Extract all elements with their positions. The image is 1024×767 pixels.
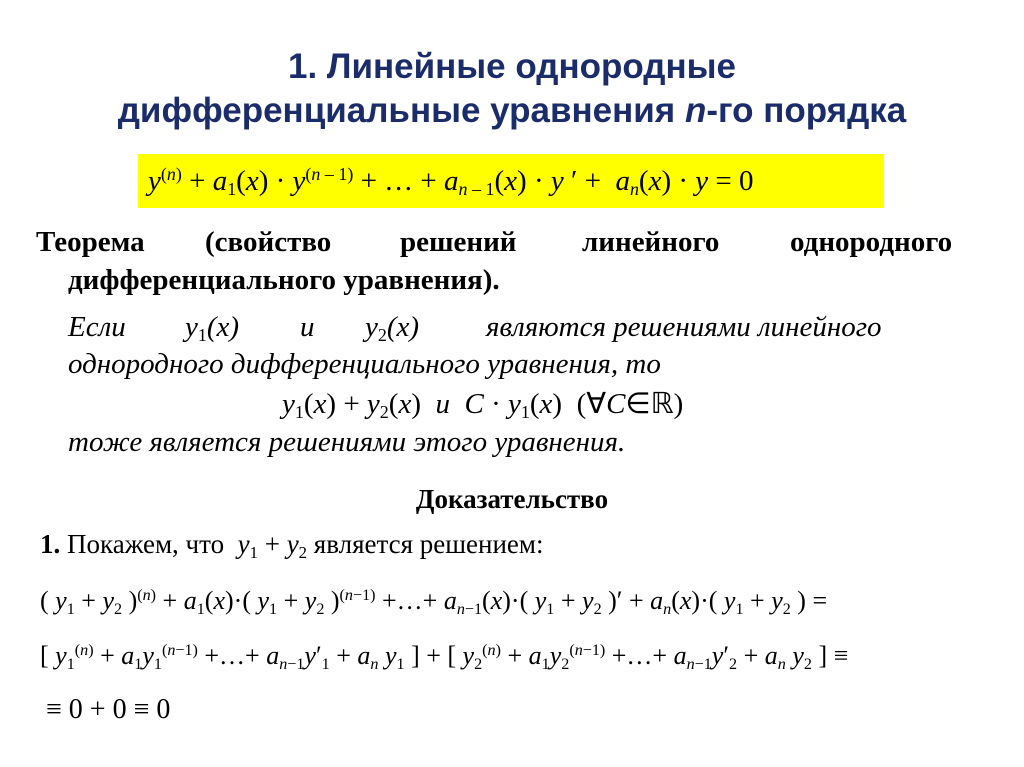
- step-text-2: является решением:: [313, 529, 544, 559]
- formula-y1: $y_1(x)$: [185, 311, 240, 346]
- theorem-word-5: однородного: [790, 226, 953, 258]
- proof-equation-line-3: ≡ 0 + 0 ≡ 0: [46, 694, 171, 725]
- proof-equation-line-1: ( $y_1 + y_2$ )$^{(n)} + a_1(x)\cdot$( $y_1 + y_2$ )$^{(n-1)}$ +…+ $a_{n-1}(x)\cdot$( $y_1 + y_2$ )′ + $a_n(x)\cdot$( $y_1 + y_2$ ) =: [40, 586, 828, 618]
- theorem-word-3: решений: [400, 226, 517, 258]
- title-variable: n: [684, 91, 707, 130]
- combo-and-word: и: [435, 388, 450, 420]
- step-text: Покажем, что: [67, 529, 225, 559]
- if-line-1-rest: являются решениями линейного: [486, 311, 882, 343]
- highlighted-equation: $y^{(n)} + a_1(x) \cdot y^{(n - 1)}$ + … + $a_{n - 1}(x) \cdot y$ ′ + $a_n(x) \cdot y = 0$: [138, 154, 884, 208]
- theorem-word-1: Теорема: [36, 226, 145, 258]
- step-number: 1.: [40, 529, 61, 559]
- proof-heading: Доказательство: [415, 484, 609, 514]
- proof-step-1: 1. Покажем, что $y_1 + y_2$ является решением:: [40, 529, 544, 563]
- if-word: Если: [68, 311, 126, 343]
- theorem-line-2: дифференциального уравнения).: [68, 264, 500, 296]
- formula-combination: $y_1(x) + y_2(x)$ и $C \cdot y_1(x)$ (∀C∈ℝ): [282, 388, 684, 423]
- title-text: дифференциальные уравнения: [117, 91, 685, 130]
- if-line-2: однородного дифференциального уравнения, то: [68, 348, 661, 380]
- theorem-word-2: (свойство: [205, 226, 332, 258]
- proof-equation-line-2: [ $y_1^{(n)} + a_1y_1^{(n-1)}$ +…+ $a_{n-1}y'_1 + a_n$ $y_1$ ] + [ $y_2^{(n)} + a_1y_2^{(n-1)}$ +…+ $a_{n-1}y'_2 + a_n$ $y_2$ ] ≡: [40, 641, 849, 673]
- slide-title-line-2: [0, 88, 1024, 134]
- conclusion-line: тоже является решениями этого уравнения.: [68, 426, 626, 458]
- formula-y2: $y_2(x)$: [365, 311, 420, 346]
- title-suffix: -го порядка: [706, 91, 907, 130]
- slide-title-line-1: 1. Линейные однородные: [288, 47, 736, 86]
- theorem-word-4: линейного: [582, 226, 720, 258]
- and-word: и: [300, 311, 315, 343]
